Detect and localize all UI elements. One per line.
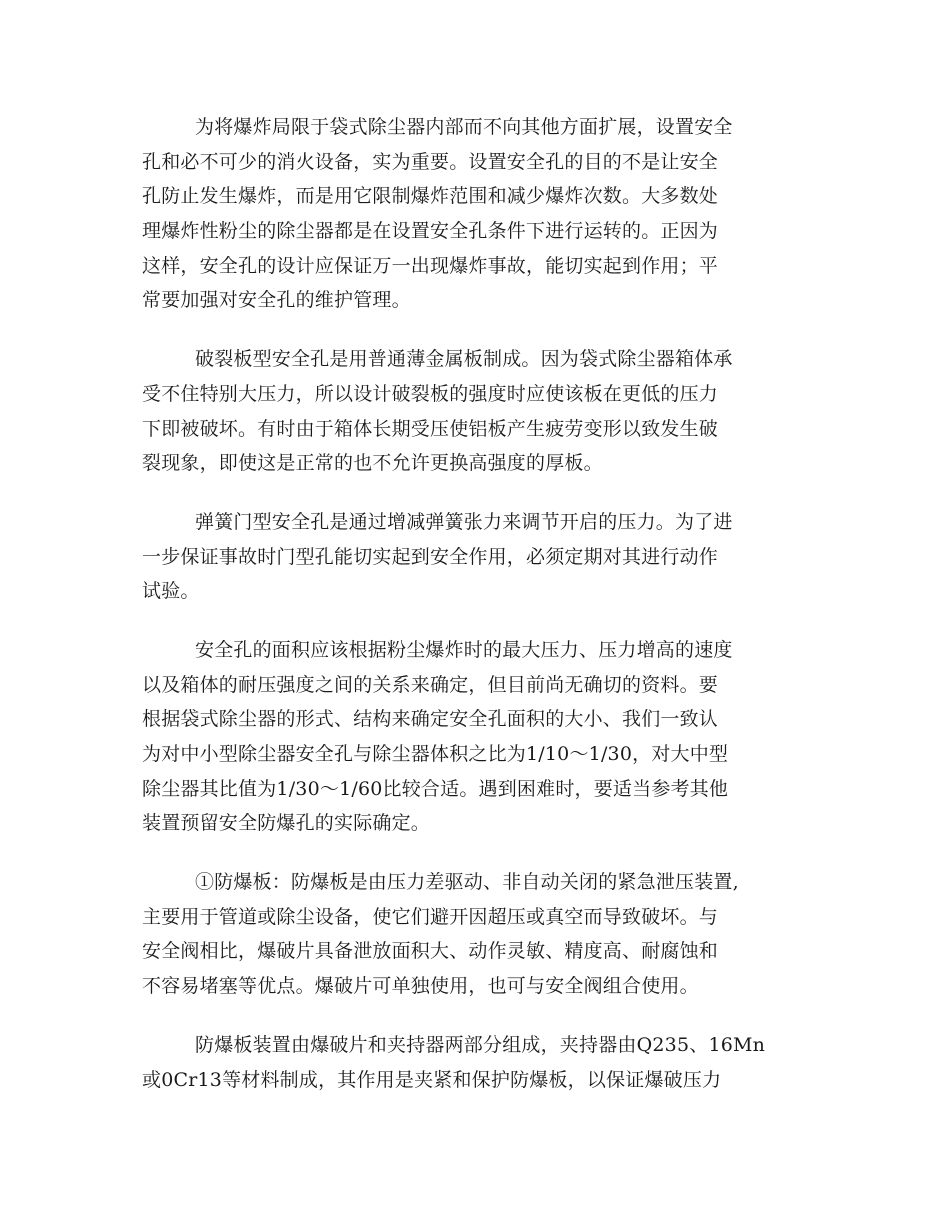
text-line: ①防爆板：防爆板是由压力差驱动、非自动关闭的紧急泄压装置, [195,871,739,894]
text-line: 根据袋式除尘器的形式、结构来确定安全孔面积的大小、我们一致认 [142,708,719,731]
text-line: 以及箱体的耐压强度之间的关系来确定，但目前尚无确切的资料。要 [142,673,719,696]
text-line: 受不住特别大压力，所以设计破裂板的强度时应使该板在更低的压力 [142,382,719,405]
text-line: 为将爆炸局限于袋式除尘器内部而不向其他方面扩展，设置安全 [195,116,733,138]
text-line: 为对中小型除尘器安全孔与除尘器体积之比为1/10～1/30，对大中型 [142,743,729,765]
text-line: 常要加强对安全孔的维护管理。 [142,289,411,312]
text-line: 孔和必不可少的消火设备，实为重要。设置安全孔的目的不是让安全 [142,150,719,173]
text-line: 弹簧门型安全孔是通过增减弹簧张力来调节开启的压力。为了进 [195,510,733,533]
text-line: 除尘器其比值为1/30～1/60比较合适。遇到困难时，要适当参考其他 [142,777,729,800]
text-line: 主要用于管道或除尘设备，使它们避开因超压或真空而导致破坏。与 [142,905,719,928]
text-line: 防爆板装置由爆破片和夹持器两部分组成，夹持器由Q235、16Mn [195,1033,766,1056]
text-line: 破裂板型安全孔是用普通薄金属板制成。因为袋式除尘器箱体承 [195,348,733,371]
paragraph-6 [0,1028,950,1097]
text-line: 这样，安全孔的设计应保证万一出现爆炸事故，能切实起到作用；平 [142,254,719,277]
text-line: 理爆炸性粉尘的除尘器都是在设置安全孔条件下进行运转的。正因为 [142,220,719,243]
paragraph-5 [0,865,950,1004]
text-line: 裂现象，即使这是正常的也不允许更换高强度的厚板。 [142,452,603,475]
text-line: 或0Cr13等材料制成，其作用是夹紧和保护防爆板，以保证爆破压力 [142,1068,722,1091]
document-body [0,110,950,1121]
paragraph-1 [0,110,950,318]
text-line: 试验。 [142,580,200,603]
paragraph-3 [0,505,950,609]
paragraph-4 [0,633,950,841]
text-line: 安全阀相比，爆破片具备泄放面积大、动作灵敏、精度高、耐腐蚀和 [142,940,719,963]
text-line: 安全孔的面积应该根据粉尘爆炸时的最大压力、压力增高的速度 [195,638,733,661]
text-line: 孔防止发生爆炸，而是用它限制爆炸范围和减少爆炸次数。大多数处 [142,185,719,208]
text-line: 一步保证事故时门型孔能切实起到安全作用，必须定期对其进行动作 [142,545,719,568]
text-line: 下即被破坏。有时由于箱体长期受压使铝板产生疲劳变形以致发生破 [142,417,719,440]
paragraph-2 [0,342,950,481]
text-line: 装置预留安全防爆孔的实际确定。 [142,812,431,835]
text-line: 不容易堵塞等优点。爆破片可单独使用，也可与安全阀组合使用。 [142,975,699,998]
